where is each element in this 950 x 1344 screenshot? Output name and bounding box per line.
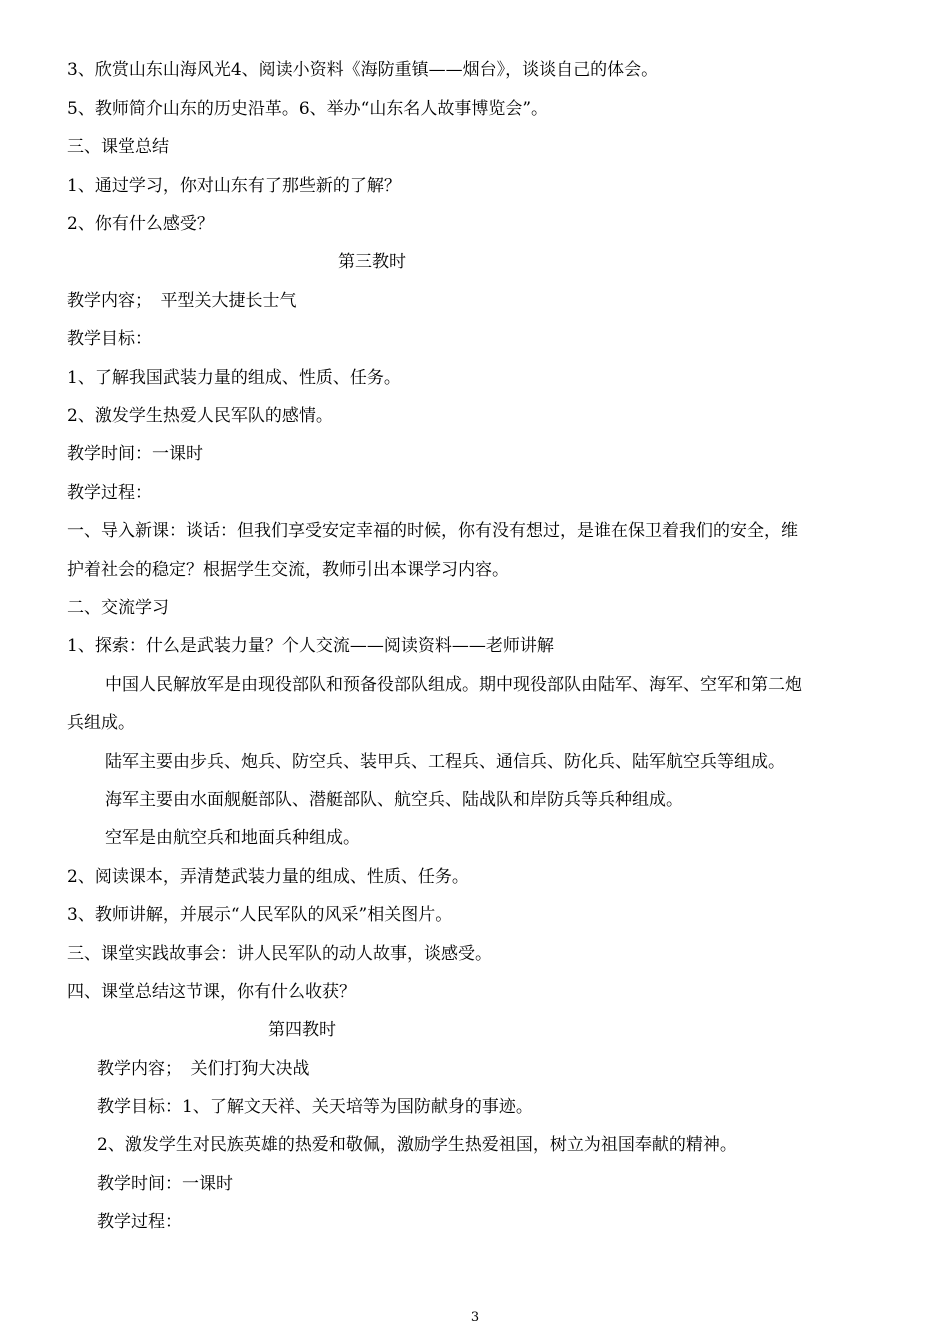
text-line: 教学时间：一课时 [67,444,203,464]
text-line: 3、教师讲解，并展示“人民军队的风采”相关图片。 [67,905,453,925]
section-heading: 三、课堂总结 [67,137,169,157]
text-line: 教学过程： [67,483,152,503]
text-line: 2、阅读课本，弄清楚武装力量的组成、性质、任务。 [67,867,469,887]
lesson-title: 第三教时 [338,252,406,272]
text-line: 2、激发学生热爱人民军队的感情。 [67,406,333,426]
text-line: 海军主要由水面舰艇部队、潜艇部队、航空兵、陆战队和岸防兵等兵种组成。 [105,790,683,810]
text-line: 5、教师简介山东的历史沿革。6、举办“山东名人故事博览会”。 [67,99,549,119]
text-line: 1、通过学习，你对山东有了那些新的了解？ [67,176,401,196]
text-line: 教学过程： [97,1212,182,1232]
text-line: 教学目标： [67,329,152,349]
text-line: 3、欣赏山东山海风光4、阅读小资料《海防重镇——烟台》，谈谈自己的体会。 [67,60,659,80]
lesson-title: 第四教时 [268,1020,336,1040]
section-heading: 三、课堂实践故事会：讲人民军队的动人故事，谈感受。 [67,944,492,964]
text-line: 教学时间：一课时 [97,1174,233,1194]
section-heading: 二、交流学习 [67,598,169,618]
page-number: 3 [470,1310,480,1325]
text-line: 一、导入新课：谈话：但我们享受安定幸福的时候，你有没有想过，是谁在保卫着我们的安全，维 [67,521,798,541]
text-line: 陆军主要由步兵、炮兵、防空兵、装甲兵、工程兵、通信兵、防化兵、陆军航空兵等组成。 [105,752,785,772]
text-line: 1、探索：什么是武装力量？个人交流——阅读资料——老师讲解 [67,636,554,656]
text-line: 空军是由航空兵和地面兵种组成。 [105,828,360,848]
text-line: 教学内容； 关们打狗大决战 [97,1059,310,1079]
text-line: 中国人民解放军是由现役部队和预备役部队组成。期中现役部队由陆军、海军、空军和第二炮 [105,675,802,695]
section-heading: 四、课堂总结这节课，你有什么收获？ [67,982,356,1002]
text-line: 1、了解我国武装力量的组成、性质、任务。 [67,368,401,388]
text-line: 2、你有什么感受？ [67,214,214,234]
text-line: 兵组成。 [67,713,135,733]
text-line: 教学目标：1、了解文天祥、关天培等为国防献身的事迹。 [97,1097,533,1117]
text-line: 教学内容； 平型关大捷长士气 [67,291,297,311]
text-line: 护着社会的稳定？根据学生交流，教师引出本课学习内容。 [67,560,509,580]
text-line: 2、激发学生对民族英雄的热爱和敬佩，激励学生热爱祖国，树立为祖国奉献的精神。 [97,1135,737,1155]
